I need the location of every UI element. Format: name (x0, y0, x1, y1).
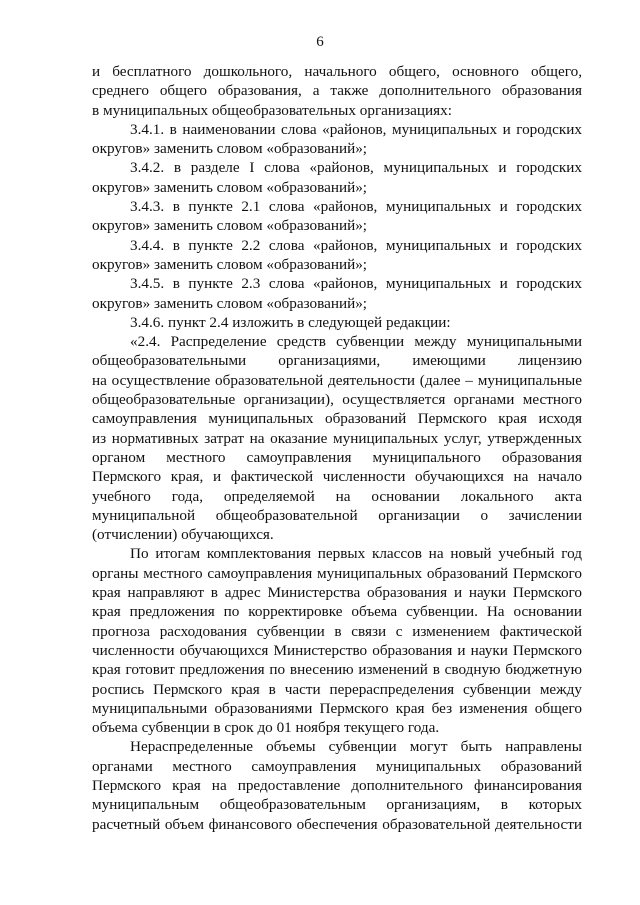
text-line: и бесплатного дошкольного, начального общего, основного общего, (92, 63, 582, 80)
text-line: 3.4.3. в пункте 2.1 слова «районов, муниципальных и городских (130, 198, 582, 216)
text-line: «2.4. Распределение средств субвенции между муниципальными (130, 333, 582, 351)
text-line: округов» заменить словом «образований»; (92, 255, 368, 273)
document-body (92, 62, 582, 834)
text-line: органы местного самоуправления муниципальных образований Пермского (92, 564, 582, 582)
text-line: расчетный объем финансового обеспечения образовательной деятельности (92, 815, 582, 833)
text-line: края предложения по корректировке объема субвенции. На основании (92, 603, 582, 621)
text-line: прогноза расходования субвенции в связи с изменением фактической (92, 622, 582, 640)
text-line: общеобразовательные организации), осуществляется органами местного (92, 391, 582, 409)
text-line: учебного года, определяемой на основании локального акта (92, 487, 582, 505)
text-line: общеобразовательными организациями, имеющими лицензию (92, 352, 582, 370)
text-line: округов» заменить словом «образований»; (92, 294, 368, 312)
text-line: округов» заменить словом «образований»; (92, 178, 368, 196)
text-line: По итогам комплектования первых классов на новый учебный год (130, 545, 582, 563)
text-line: 3.4.4. в пункте 2.2 слова «районов, муниципальных и городских (130, 236, 582, 254)
text-line: Нераспределенные объемы субвенции могут быть направлены (130, 738, 582, 756)
text-line: муниципальным общеобразовательным организациям, в которых (92, 796, 582, 814)
text-line: 3.4.1. в наименовании слова «районов, муниципальных и городских (130, 120, 582, 138)
text-line: (отчислении) обучающихся. (92, 526, 274, 544)
text-line: из нормативных затрат на оказание муниципальных услуг, утвержденных (92, 429, 582, 447)
text-line: роспись Пермского края в части перераспределения субвенции между (92, 680, 582, 698)
text-line: органом местного самоуправления муниципального образования (92, 448, 582, 466)
text-line: края направляют в адрес Министерства образования и науки Пермского (92, 584, 582, 602)
text-line: Пермского края на предоставление дополнительного финансирования (92, 776, 582, 794)
text-line: на осуществление образовательной деятельности (далее – муниципальные (92, 371, 582, 389)
text-line: 3.4.2. в разделе I слова «районов, муниципальных и городских (130, 159, 582, 177)
text-line: среднего общего образования, а также дополнительного образования (92, 82, 582, 100)
text-line: объема субвенции в срок до 01 ноября текущего года. (92, 719, 440, 737)
text-line: муниципальными образованиями Пермского края без изменения общего (92, 699, 582, 717)
text-line: органами местного самоуправления муниципальных образований (92, 757, 582, 775)
text-line: края готовит предложения по внесению изменений в сводную бюджетную (92, 661, 582, 679)
text-line: округов» заменить словом «образований»; (92, 140, 368, 158)
text-line: муниципальной общеобразовательной организации о зачислении (92, 506, 582, 524)
text-line: 3.4.5. в пункте 2.3 слова «районов, муниципальных и городских (130, 275, 582, 293)
text-line: Пермского края, и фактической численности обучающихся на начало (92, 468, 582, 486)
text-line: численности обучающихся Министерство образования и науки Пермского (92, 641, 582, 659)
text-line: 3.4.6. пункт 2.4 изложить в следующей редакции: (130, 313, 451, 331)
text-line: самоуправления муниципальных образований Пермского края исходя (92, 410, 582, 428)
page-number: 6 (316, 34, 324, 50)
text-line: в муниципальных общеобразовательных организациях: (92, 101, 452, 119)
text-line: округов» заменить словом «образований»; (92, 217, 368, 235)
